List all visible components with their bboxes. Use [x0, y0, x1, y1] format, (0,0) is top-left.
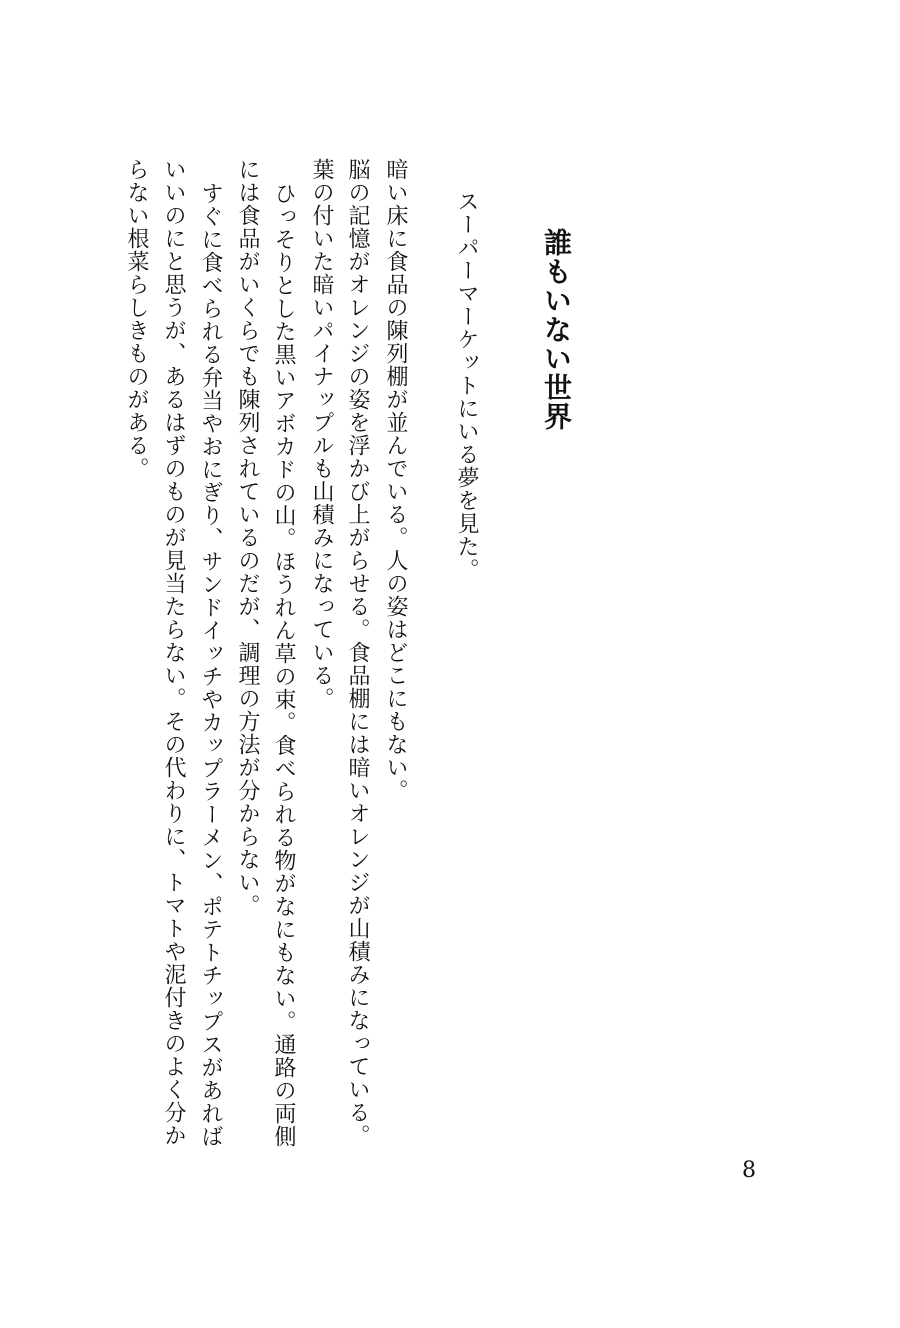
page-number: 8 [742, 1158, 756, 1183]
text-line-6: には食品がいくらでも陳列されているのだが、調理の方法が分からない。 [235, 158, 260, 917]
text-line-4: 葉の付いた暗いパイナップルも山積みになっている。 [309, 158, 334, 710]
text-line-1: スーパーマーケットにいる夢を見た。 [454, 190, 479, 581]
text-line-3: 脳の記憶がオレンジの姿を浮かび上がらせる。食品棚には暗いオレンジが山積みになっている。 [345, 158, 370, 1147]
text-line-5: ひっそりとした黒いアボカドの山。ほうれん草の束。食べられる物がなにもない。通路の両側 [271, 182, 296, 1148]
chapter-title: 誰もいない世界 [540, 228, 573, 431]
text-line-7: すぐに食べられる弁当やおにぎり、サンドイッチやカップラーメン、ポテトチップスがあれば [198, 182, 223, 1148]
text-line-8: いいのにと思うが、あるはずのものが見当たらない。その代わりに、トマトや泥付きのよく分か [161, 158, 186, 1147]
text-line-9: らない根菜らしきものがある。 [124, 158, 149, 480]
text-line-2: 暗い床に食品の陳列棚が並んでいる。人の姿はどこにもない。 [383, 158, 408, 802]
